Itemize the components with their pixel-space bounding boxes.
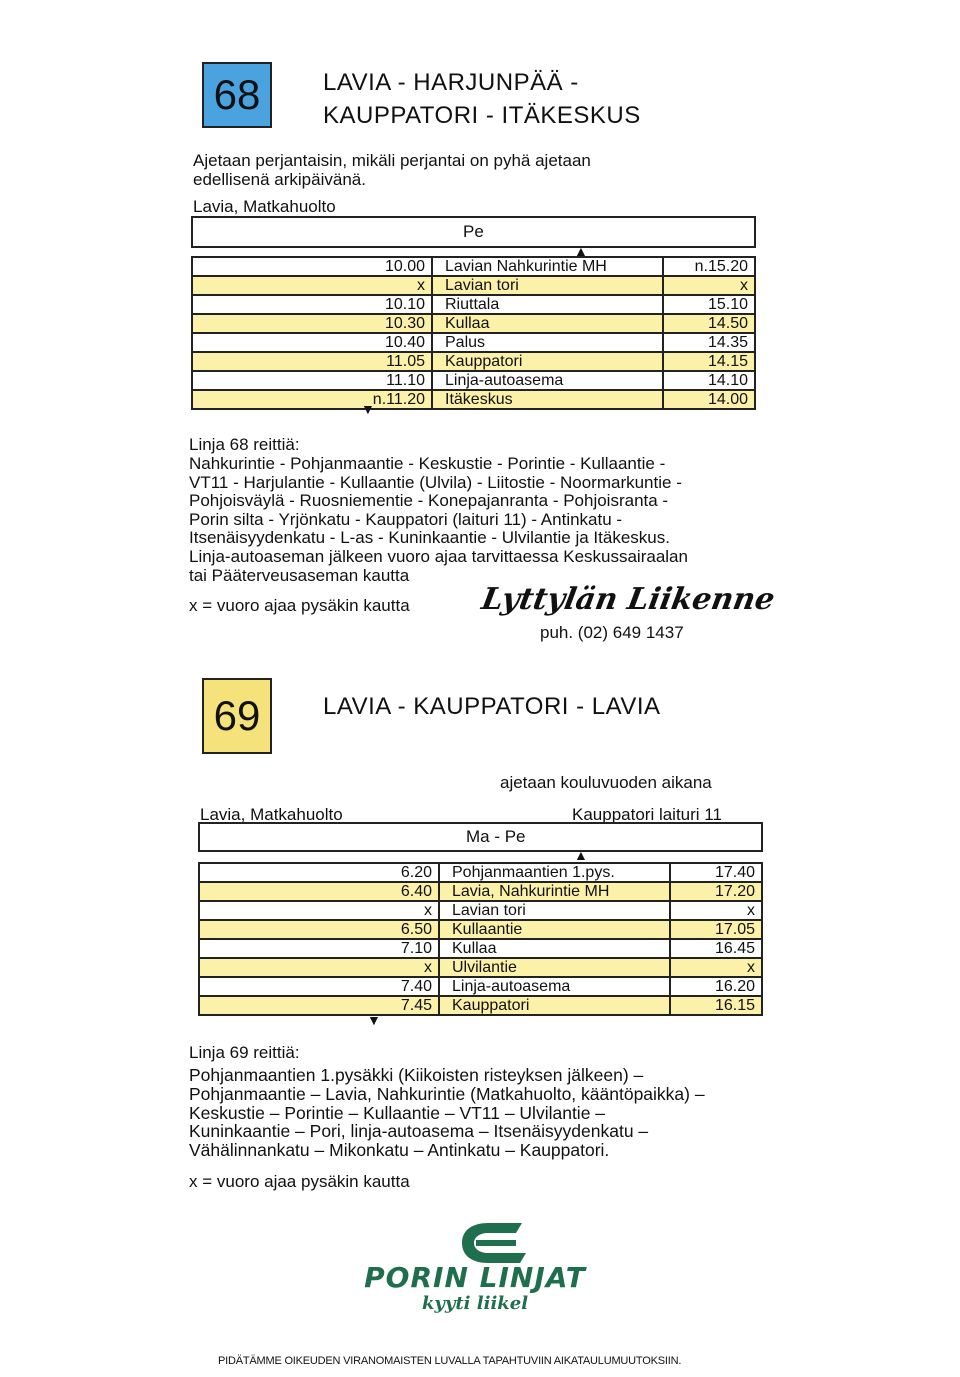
route-68-origin: Lavia, Matkahuolto xyxy=(193,197,336,216)
timetable-row xyxy=(192,333,755,352)
spacer-cell xyxy=(192,295,331,314)
route-69-route-description xyxy=(189,1066,705,1160)
outbound-time: x xyxy=(338,958,439,977)
stop-name: Kauppatori xyxy=(432,352,663,371)
timetable-row xyxy=(192,390,755,409)
stop-name: Kullaa xyxy=(432,314,663,333)
route-description-line: tai Pääterveusaseman kautta xyxy=(189,565,410,585)
spacer-cell xyxy=(199,882,338,901)
stop-name: Ulvilantie xyxy=(439,958,670,977)
operator-logo: Lyttylän Liikenne xyxy=(479,582,778,617)
return-time: 14.50 xyxy=(663,314,755,333)
timetable-row xyxy=(192,371,755,390)
route-68-route-heading: Linja 68 reittiä: xyxy=(189,435,300,454)
outbound-time: 11.10 xyxy=(331,371,432,390)
route-68-note-line2: edellisenä arkipäivänä. xyxy=(193,170,366,189)
spacer-cell xyxy=(199,996,338,1015)
route-68-timetable xyxy=(191,256,756,410)
outbound-time: 6.40 xyxy=(338,882,439,901)
spacer-cell xyxy=(192,371,331,390)
stop-name: Palus xyxy=(432,333,663,352)
timetable-row xyxy=(192,257,755,276)
outbound-time: 6.20 xyxy=(338,863,439,882)
route-description-line: Itsenäisyydenkatu - L-as - Kuninkaantie - Ulvilantie ja Itäkeskus. xyxy=(189,528,670,548)
timetable-row xyxy=(199,920,762,939)
route-description-line: Pohjanmaantie – Lavia, Nahkurintie (Matkahuolto, kääntöpaikka) – xyxy=(189,1083,705,1104)
outbound-time: 7.40 xyxy=(338,977,439,996)
timetable-row xyxy=(199,863,762,882)
route-69-days: Ma - Pe xyxy=(466,827,526,846)
timetable-row xyxy=(192,295,755,314)
route-68-days-bar xyxy=(191,216,756,248)
porin-linjat-tagline: kyyti liikel xyxy=(421,1293,529,1314)
outbound-time: n.11.20 xyxy=(331,390,432,409)
return-time: 15.10 xyxy=(663,295,755,314)
spacer-cell xyxy=(199,920,338,939)
spacer-cell xyxy=(199,901,338,920)
spacer-cell xyxy=(192,276,331,295)
route-68-up-arrow-icon: ▲ xyxy=(574,243,588,259)
route-description-line: Pohjoisväylä - Ruosniementie - Konepajanranta - Pohjoisranta - xyxy=(189,491,669,511)
stop-name: Kullaa xyxy=(439,939,670,958)
outbound-time: 7.45 xyxy=(338,996,439,1015)
porin-linjat-logo-text: PORIN LINJAT xyxy=(364,1261,586,1294)
return-time: 17.20 xyxy=(670,882,762,901)
route-68-title-line1: LAVIA - HARJUNPÄÄ - xyxy=(323,69,579,96)
route-69-route-heading: Linja 69 reittiä: xyxy=(189,1043,300,1062)
outbound-time: 10.30 xyxy=(331,314,432,333)
route-69-days-bar xyxy=(198,822,763,852)
route-68-route-description xyxy=(189,455,688,585)
porin-linjat-emblem-icon xyxy=(442,1221,534,1265)
route-68-down-arrow-icon: ▼ xyxy=(361,401,375,417)
timetable-row xyxy=(199,996,762,1015)
timetable-row xyxy=(199,977,762,996)
return-time: n.15.20 xyxy=(663,257,755,276)
outbound-time: 10.10 xyxy=(331,295,432,314)
outbound-time: 7.10 xyxy=(338,939,439,958)
route-description-line: Porin silta - Yrjönkatu - Kauppatori (laituri 11) - Antinkatu - xyxy=(189,509,623,529)
outbound-time: x xyxy=(331,276,432,295)
spacer-cell xyxy=(199,958,338,977)
stop-name: Linja-autoasema xyxy=(439,977,670,996)
return-time: 16.45 xyxy=(670,939,762,958)
outbound-time: 11.05 xyxy=(331,352,432,371)
route-69-down-arrow-icon: ▼ xyxy=(367,1012,381,1028)
return-time: 14.35 xyxy=(663,333,755,352)
route-68-badge: 68 xyxy=(202,62,272,128)
operator-phone: puh. (02) 649 1437 xyxy=(540,623,684,642)
timetable-row xyxy=(199,882,762,901)
outbound-time: 10.00 xyxy=(331,257,432,276)
outbound-time: 6.50 xyxy=(338,920,439,939)
route-69-title: LAVIA - KAUPPATORI - LAVIA xyxy=(323,693,661,720)
timetable-row xyxy=(192,314,755,333)
route-description-line: Vähälinnankatu – Mikonkatu – Antinkatu – Kauppatori. xyxy=(189,1140,610,1161)
return-time: x xyxy=(663,276,755,295)
stop-name: Lavian Nahkurintie MH xyxy=(432,257,663,276)
return-time: 14.10 xyxy=(663,371,755,390)
stop-name: Lavian tori xyxy=(432,276,663,295)
route-description-line: Pohjanmaantien 1.pysäkki (Kiikoisten risteyksen jälkeen) – xyxy=(189,1065,644,1085)
stop-name: Itäkeskus xyxy=(432,390,663,409)
spacer-cell xyxy=(192,352,331,371)
route-68-note-line1: Ajetaan perjantaisin, mikäli perjantai on pyhä ajetaan xyxy=(193,151,591,170)
return-time: 17.40 xyxy=(670,863,762,882)
spacer-cell xyxy=(199,977,338,996)
spacer-cell xyxy=(192,390,331,409)
route-69-season: ajetaan kouluvuoden aikana xyxy=(500,773,712,792)
spacer-cell xyxy=(192,314,331,333)
route-69-legend: x = vuoro ajaa pysäkin kautta xyxy=(189,1172,410,1191)
return-time: 14.00 xyxy=(663,390,755,409)
route-description-line: Kuninkaantie – Pori, linja-autoasema – Itsenäisyydenkatu – xyxy=(189,1121,649,1142)
spacer-cell xyxy=(192,257,331,276)
return-time: x xyxy=(670,958,762,977)
spacer-cell xyxy=(199,939,338,958)
route-68-legend: x = vuoro ajaa pysäkin kautta xyxy=(189,596,410,615)
stop-name: Pohjanmaantien 1.pys. xyxy=(439,863,670,882)
spacer-cell xyxy=(199,863,338,882)
timetable-row xyxy=(199,901,762,920)
route-69-origin: Lavia, Matkahuolto xyxy=(200,805,343,824)
timetable-row xyxy=(199,958,762,977)
route-description-line: Keskustie – Porintie – Kullaantie – VT11 – Ulvilantie – xyxy=(189,1102,606,1123)
stop-name: Kauppatori xyxy=(439,996,670,1015)
return-time: 16.15 xyxy=(670,996,762,1015)
stop-name: Lavian tori xyxy=(439,901,670,920)
stop-name: Linja-autoasema xyxy=(432,371,663,390)
footer-copyright: PIDÄTÄMME OIKEUDEN VIRANOMAISTEN LUVALLA TAPAHTUVIIN AIKATAULUMUUTOKSIIN. xyxy=(218,1355,682,1367)
route-69-up-arrow-icon: ▲ xyxy=(574,847,588,863)
outbound-time: 10.40 xyxy=(331,333,432,352)
stop-name: Kullaantie xyxy=(439,920,670,939)
route-description-line: Nahkurintie - Pohjanmaantie - Keskustie - Porintie - Kullaantie - xyxy=(189,454,666,473)
return-time: 16.20 xyxy=(670,977,762,996)
route-68-title-line2: KAUPPATORI - ITÄKESKUS xyxy=(323,102,641,129)
route-68-days: Pe xyxy=(463,222,484,241)
outbound-time: x xyxy=(338,901,439,920)
return-time: 14.15 xyxy=(663,352,755,371)
route-69-destination: Kauppatori laituri 11 xyxy=(572,805,722,824)
route-description-line: Linja-autoaseman jälkeen vuoro ajaa tarvittaessa Keskussairaalan xyxy=(189,546,688,566)
route-description-line: VT11 - Harjulantie - Kullaantie (Ulvila) - Liitostie - Noormarkuntie - xyxy=(189,472,682,492)
route-69-timetable xyxy=(198,862,763,1016)
timetable-row xyxy=(199,939,762,958)
stop-name: Riuttala xyxy=(432,295,663,314)
timetable-row xyxy=(192,276,755,295)
timetable-row xyxy=(192,352,755,371)
spacer-cell xyxy=(192,333,331,352)
route-69-badge: 69 xyxy=(202,678,272,754)
return-time: 17.05 xyxy=(670,920,762,939)
return-time: x xyxy=(670,901,762,920)
stop-name: Lavia, Nahkurintie MH xyxy=(439,882,670,901)
